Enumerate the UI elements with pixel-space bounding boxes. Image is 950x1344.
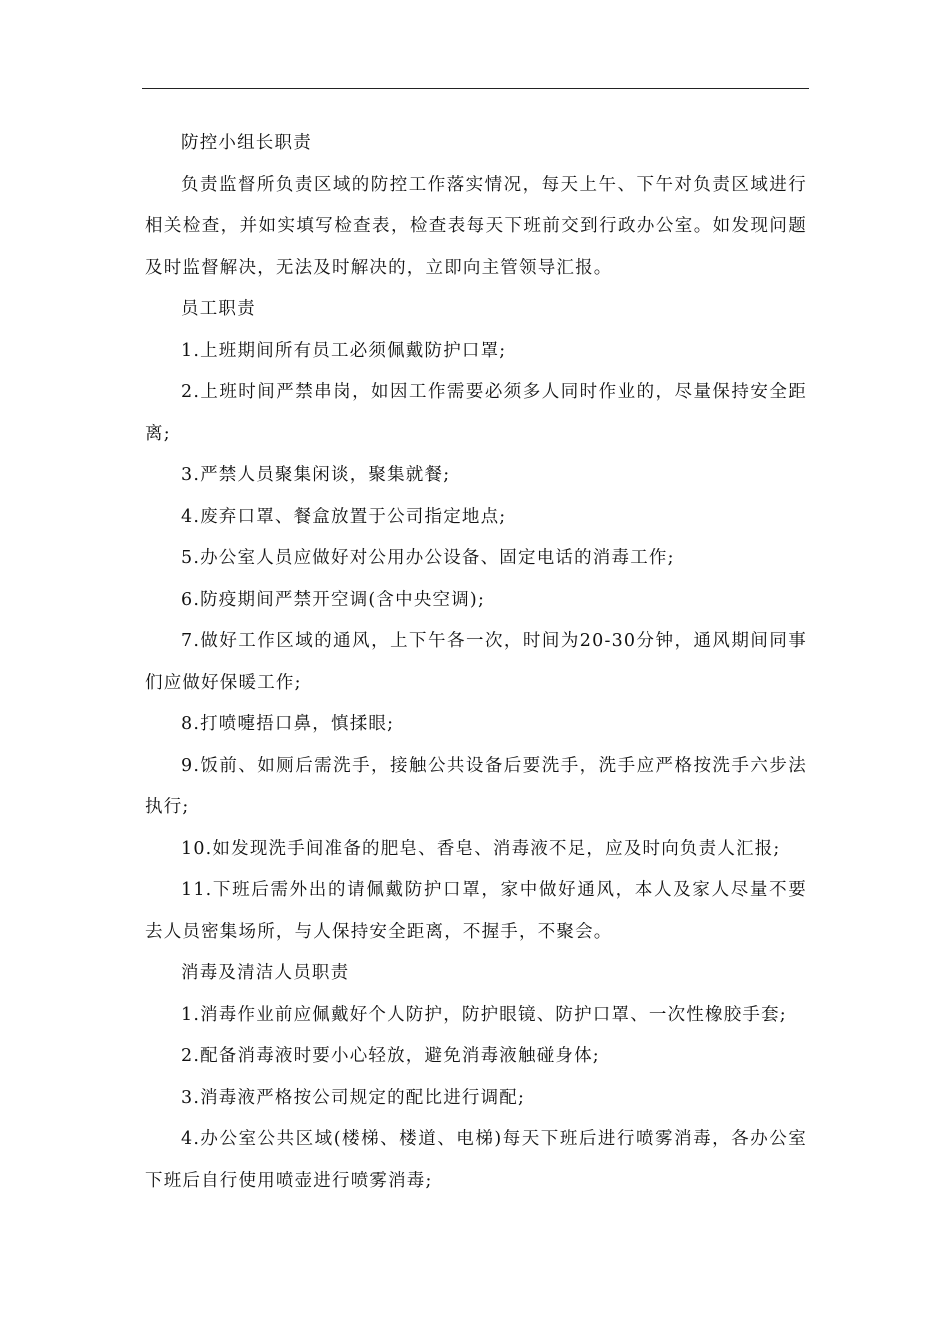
section-heading-disinfection: 消毒及清洁人员职责 <box>181 963 350 983</box>
document-body <box>145 123 807 1202</box>
staff-duty-item: 10.如发现洗手间准备的肥皂、香皂、消毒液不足，应及时向负责人汇报; <box>181 838 781 859</box>
staff-duty-item: 9.饭前、如厕后需洗手，接触公共设备后要洗手，洗手应严格按洗手六步法执行; <box>145 755 807 817</box>
disinfection-duty-item: 2.配备消毒液时要小心轻放，避免消毒液触碰身体; <box>181 1046 600 1066</box>
staff-duty-item: 11.下班后需外出的请佩戴防护口罩，家中做好通风，本人及家人尽量不要去人员密集场所，与人保持安全距离，不握手，不聚会。 <box>145 880 807 942</box>
staff-duty-item: 1.上班期间所有员工必须佩戴防护口罩; <box>181 340 507 361</box>
staff-duty-item: 8.打喷嚏捂口鼻，慎揉眼; <box>181 714 395 734</box>
disinfection-duty-item: 1.消毒作业前应佩戴好个人防护，防护眼镜、防护口罩、一次性橡胶手套; <box>181 1004 787 1025</box>
section-heading-staff: 员工职责 <box>181 299 256 319</box>
disinfection-duty-item: 4.办公室公共区域(楼梯、楼道、电梯)每天下班后进行喷雾消毒，各办公室下班后自行使用喷壶进行喷雾消毒; <box>145 1129 807 1191</box>
disinfection-duty-item: 3.消毒液严格按公司规定的配比进行调配; <box>181 1087 526 1108</box>
paragraph-team-leader-duty: 负责监督所负责区域的防控工作落实情况，每天上午、下午对负责区域进行相关检查，并如实填写检查表，检查表每天下班前交到行政办公室。如发现问题及时监督解决，无法及时解决的，立即向主管领导汇报。 <box>145 174 807 278</box>
staff-duty-item: 2.上班时间严禁串岗，如因工作需要必须多人同时作业的，尽量保持安全距离; <box>145 382 807 444</box>
staff-duty-item: 7.做好工作区域的通风，上下午各一次，时间为20-30分钟，通风期间同事们应做好保暖工作; <box>145 631 807 693</box>
section-heading-team-leader: 防控小组长职责 <box>181 133 312 153</box>
staff-duty-item: 5.办公室人员应做好对公用办公设备、固定电话的消毒工作; <box>181 548 675 568</box>
staff-duty-item: 3.严禁人员聚集闲谈，聚集就餐; <box>181 465 451 485</box>
staff-duty-item: 4.废弃口罩、餐盒放置于公司指定地点; <box>181 506 507 527</box>
header-rule <box>142 88 809 89</box>
staff-duty-item: 6.防疫期间严禁开空调(含中央空调); <box>181 589 486 610</box>
